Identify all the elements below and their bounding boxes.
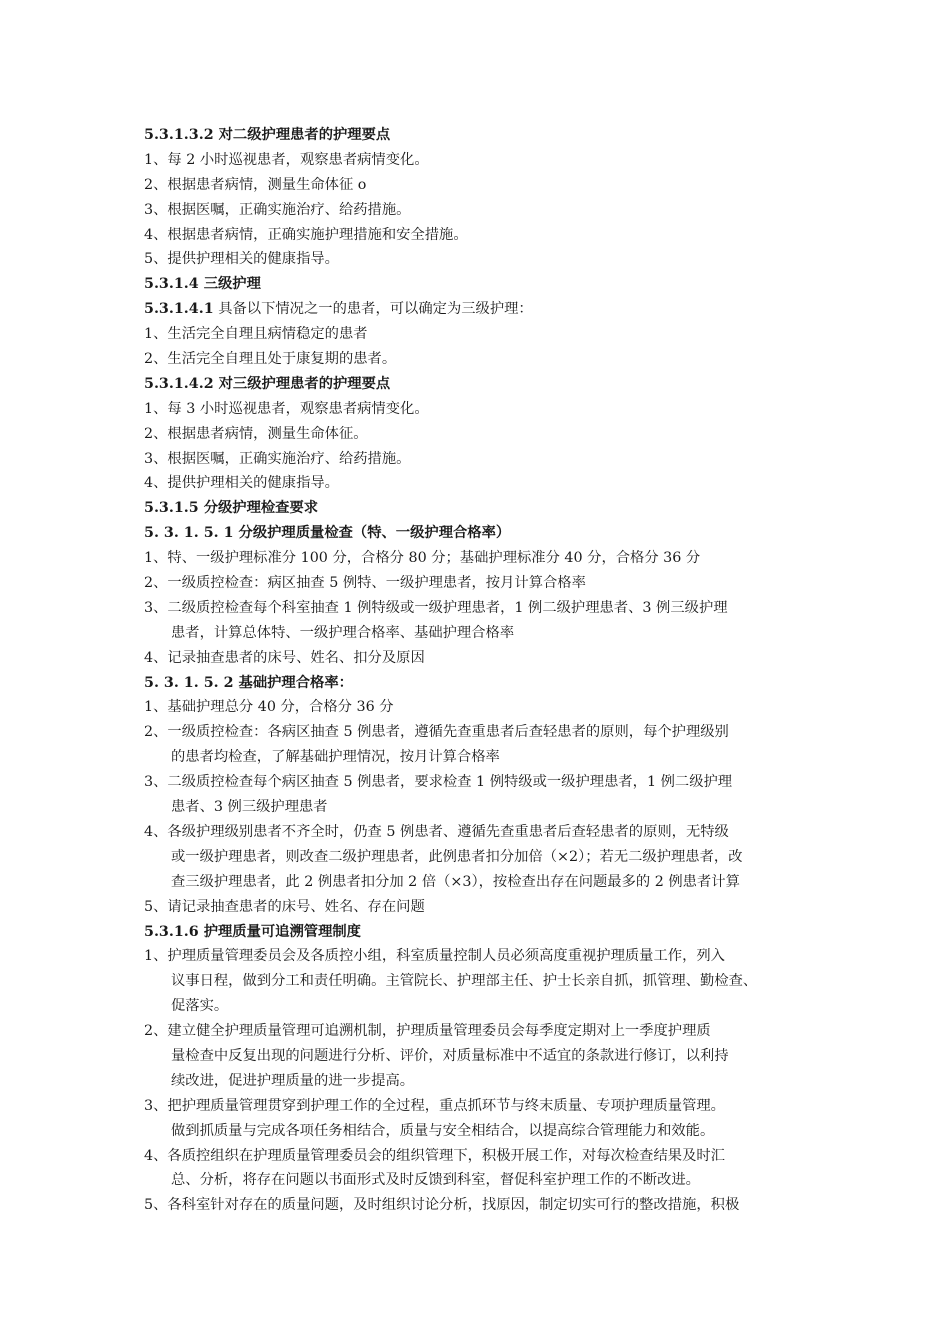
- list-item-continuation: 续改进，促进护理质量的进一步提高。: [171, 1072, 415, 1089]
- list-item: 1、每 3 小时巡视患者，观察患者病情变化。: [144, 400, 429, 417]
- list-item-continuation: 的患者均检查，了解基础护理情况，按月计算合格率: [171, 749, 500, 766]
- list-item: 4、提供护理相关的健康指导。: [144, 475, 339, 492]
- list-item: 2、生活完全自理且处于康复期的患者。: [144, 351, 397, 368]
- list-item: 1、特、一级护理标准分 100 分，合格分 80 分；基础护理标准分 40 分，合格分 36 分: [144, 550, 701, 567]
- section-paragraph: [144, 297, 820, 322]
- section-heading: 5.3.1.6 护理质量可追溯管理制度: [144, 923, 361, 940]
- section-heading: 5.3.1.4.2 对三级护理患者的护理要点: [144, 375, 391, 392]
- list-item: 5、提供护理相关的健康指导。: [144, 251, 339, 268]
- list-item-continuation: 患者、3 例三级护理患者: [171, 799, 328, 816]
- section-number: 5.3.1.4.1: [144, 301, 214, 318]
- list-item: 2、一级质控检查：病区抽查 5 例特、一级护理患者，按月计算合格率: [144, 575, 586, 592]
- list-item-continuation: 查三级护理患者，此 2 例患者扣分加 2 倍（×3），按检查出存在问题最多的 2 例患者计算: [171, 873, 740, 890]
- list-item-continuation: 促落实。: [171, 998, 229, 1015]
- list-item: 3、二级质控检查每个病区抽查 5 例患者，要求检查 1 例特级或一级护理患者，1 例二级护理: [144, 774, 733, 791]
- list-item: 1、护理质量管理委员会及各质控小组，科室质量控制人员必须高度重视护理质量工作，列入: [144, 948, 725, 965]
- list-item: 1、每 2 小时巡视患者，观察患者病情变化。: [144, 151, 429, 168]
- list-item: 1、生活完全自理且病情稳定的患者: [144, 326, 368, 343]
- list-item-continuation: 患者，计算总体特、一级护理合格率、基础护理合格率: [171, 624, 515, 641]
- list-item: 2、根据患者病情，测量生命体征。: [144, 425, 368, 442]
- list-item: 3、根据医嘱，正确实施治疗、给药措施。: [144, 201, 411, 218]
- list-item-continuation: 量检查中反复出现的问题进行分析、评价，对质量标准中不适宜的条款进行修订，以利持: [171, 1047, 729, 1064]
- list-item: 2、一级质控检查：各病区抽查 5 例患者，遵循先查重患者后查轻患者的原则，每个护理级别: [144, 724, 729, 741]
- list-item-continuation: 做到抓质量与完成各项任务相结合，质量与安全相结合，以提高综合管理能力和效能。: [171, 1122, 715, 1139]
- list-item-continuation: 议事日程，做到分工和责任明确。主管院长、护理部主任、护士长亲自抓，抓管理、勤检查、: [171, 973, 758, 990]
- section-heading: 5. 3. 1. 5. 2 基础护理合格率：: [144, 674, 353, 691]
- list-item: 4、记录抽查患者的床号、姓名、扣分及原因: [144, 649, 425, 666]
- list-item: 5、各科室针对存在的质量问题，及时组织讨论分析，找原因，制定切实可行的整改措施，积极: [144, 1197, 740, 1214]
- section-text: 具备以下情况之一的患者，可以确定为三级护理：: [213, 301, 533, 318]
- list-item: 5、请记录抽查患者的床号、姓名、存在问题: [144, 898, 425, 915]
- list-item: 3、二级质控检查每个科室抽查 1 例特级或一级护理患者，1 例二级护理患者、3 例三级护理: [144, 599, 728, 616]
- list-item-continuation: 总、分析，将存在问题以书面形式及时反馈到科室，督促科室护理工作的不断改进。: [171, 1172, 700, 1189]
- list-item-continuation: 或一级护理患者，则改查二级护理患者，此例患者扣分加倍（×2）；若无二级护理患者，改: [171, 848, 743, 865]
- list-item: 4、各级护理级别患者不齐全时，仍查 5 例患者、遵循先查重患者后查轻患者的原则，无特级: [144, 823, 729, 840]
- list-item: 1、基础护理总分 40 分，合格分 36 分: [144, 699, 394, 716]
- list-item: 2、建立健全护理质量管理可追溯机制，护理质量管理委员会每季度定期对上一季度护理质: [144, 1023, 711, 1040]
- section-heading: 5.3.1.4 三级护理: [144, 276, 261, 293]
- section-heading: 5. 3. 1. 5. 1 分级护理质量检查（特、一级护理合格率）: [144, 525, 511, 542]
- list-item: 4、根据患者病情，正确实施护理措施和安全措施。: [144, 226, 468, 243]
- list-item: 3、把护理质量管理贯穿到护理工作的全过程，重点抓环节与终末质量、专项护理质量管理。: [144, 1097, 725, 1114]
- list-item: 4、各质控组织在护理质量管理委员会的组织管理下，积极开展工作，对每次检查结果及时汇: [144, 1147, 725, 1164]
- document-body: [144, 123, 820, 1218]
- section-heading: 5.3.1.3.2 对二级护理患者的护理要点: [144, 127, 391, 143]
- list-item: 2、根据患者病情，测量生命体征 o: [144, 176, 367, 193]
- list-item: 3、根据医嘱，正确实施治疗、给药措施。: [144, 450, 411, 467]
- section-heading: 5.3.1.5 分级护理检查要求: [144, 500, 319, 517]
